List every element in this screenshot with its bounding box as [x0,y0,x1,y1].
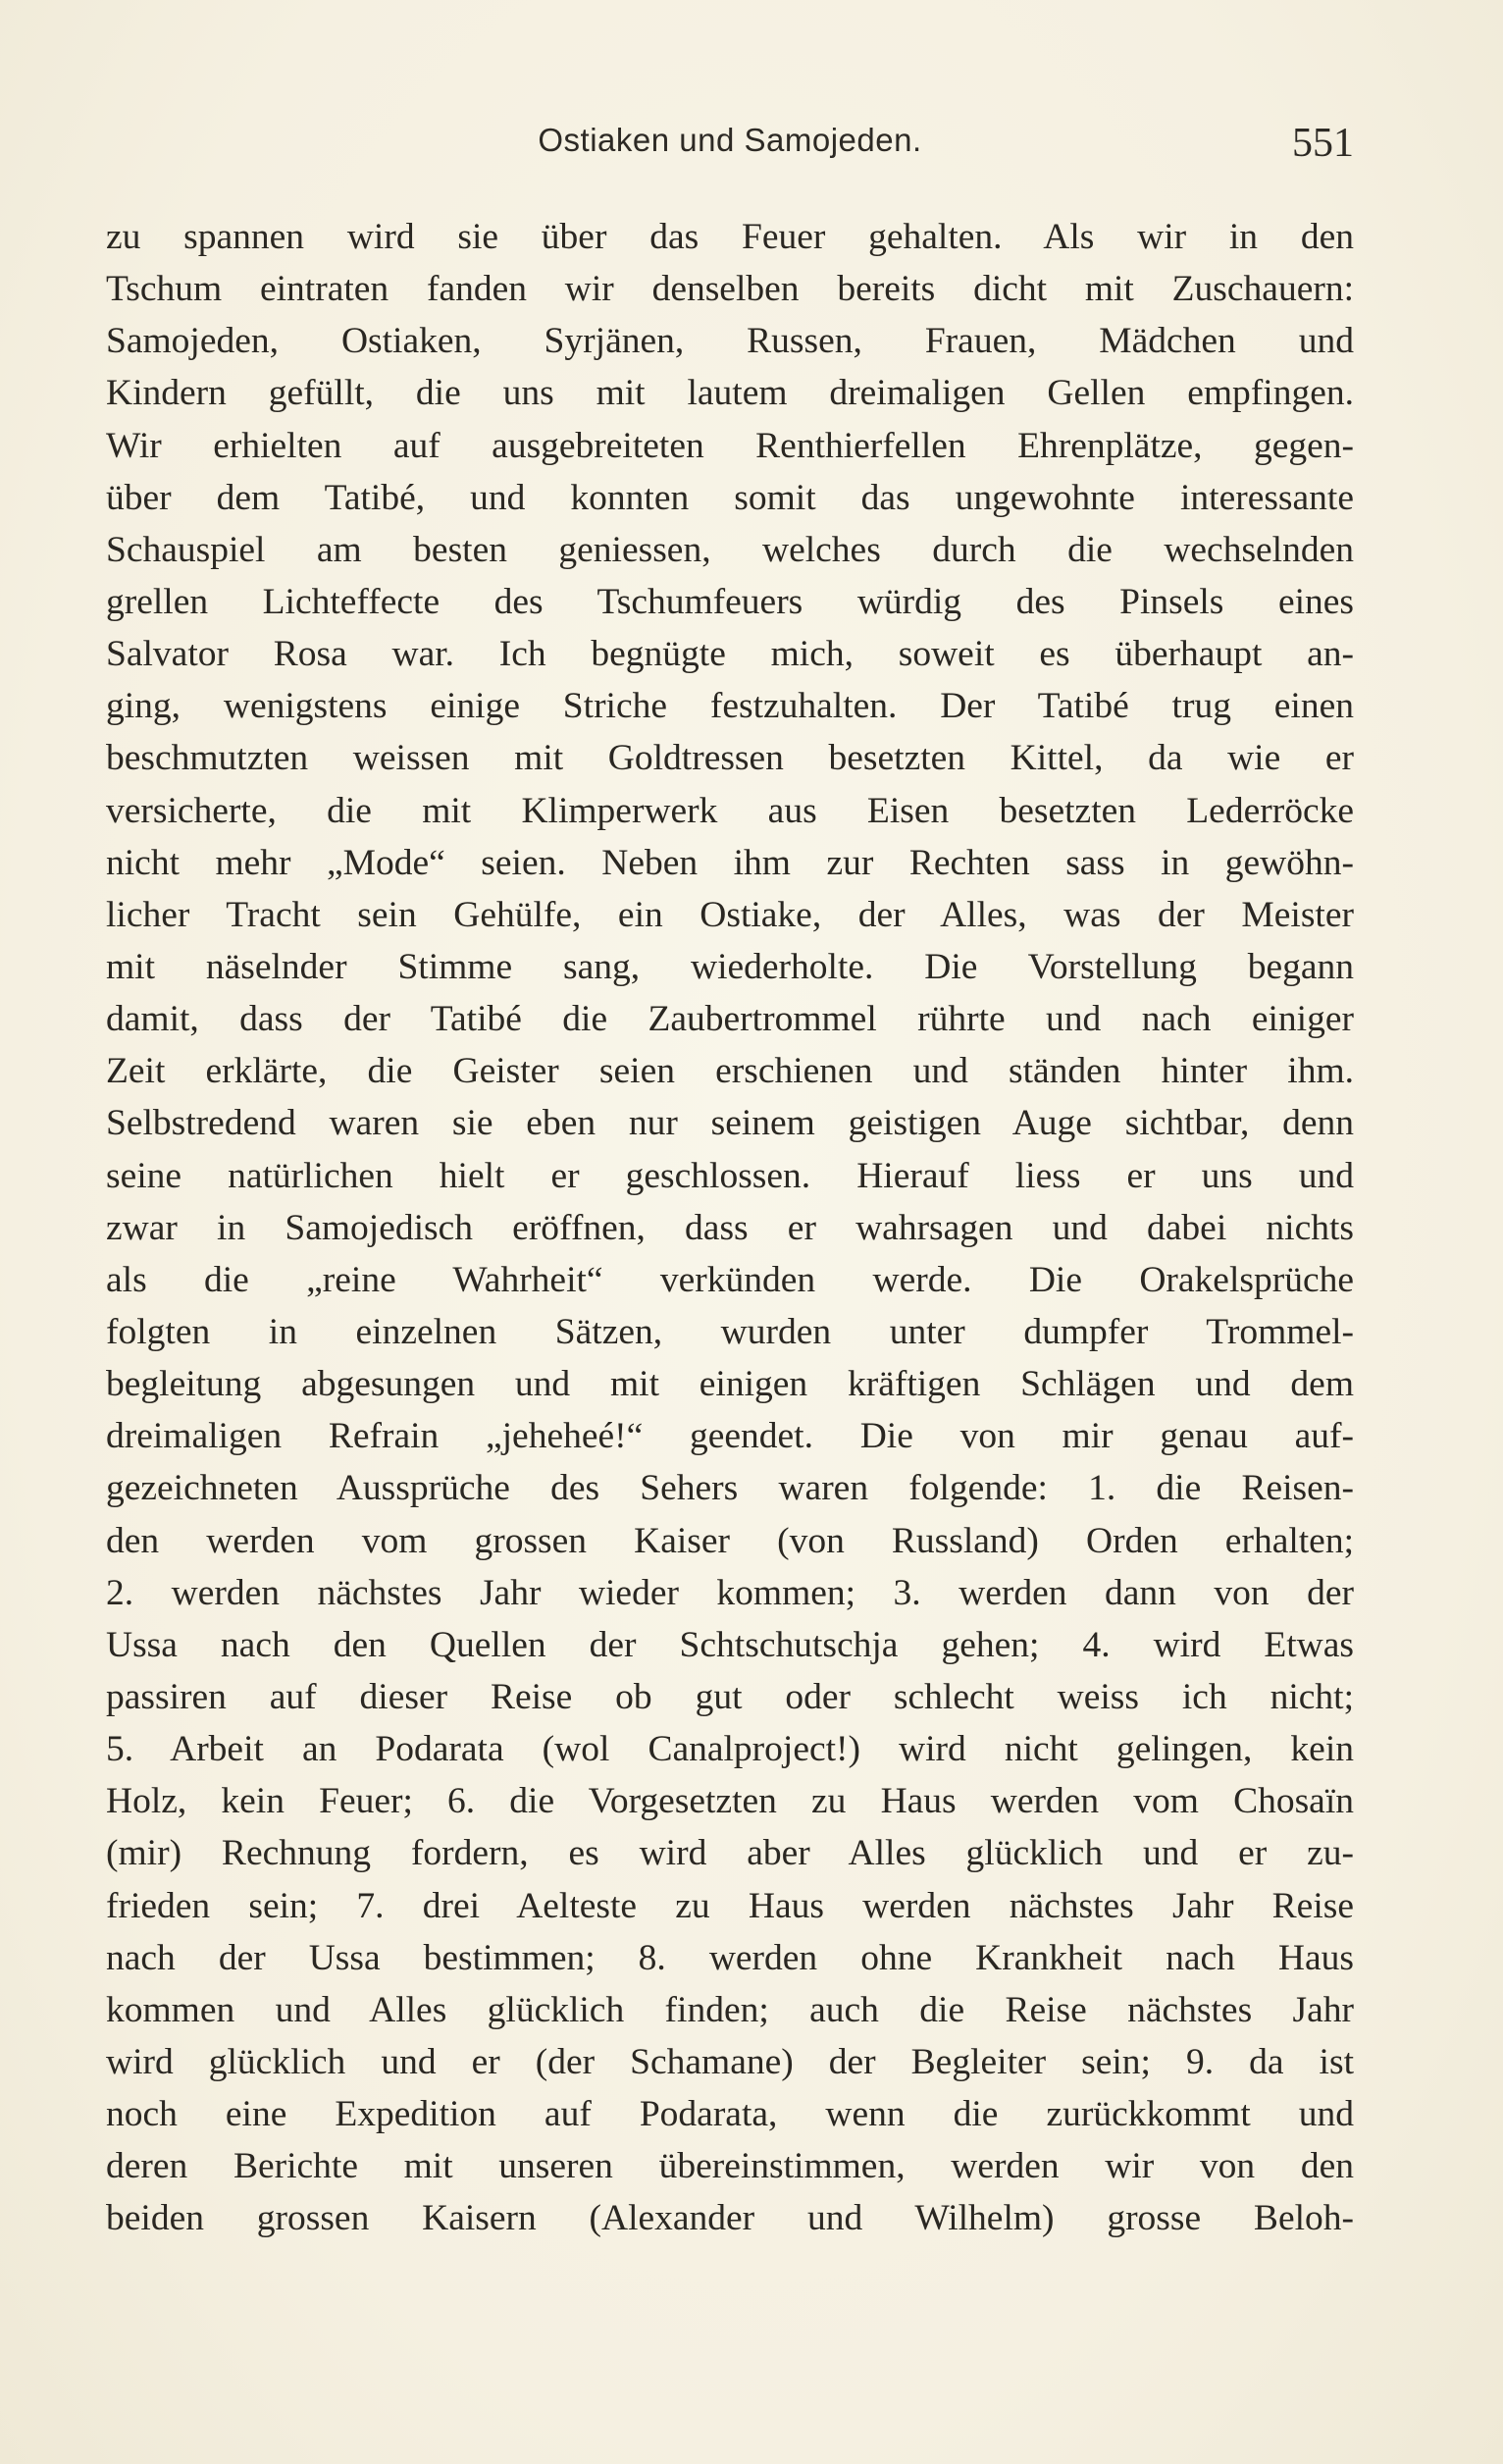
text-line: ging, wenigstens einige Striche festzuhalten. Der Tatibé trug einen [106,686,1354,727]
text-line: Selbstredend waren sie eben nur seinem geistigen Auge sichtbar, denn [106,1103,1354,1144]
text-line: mit näselnder Stimme sang, wiederholte. Die Vorstellung begann [106,946,1354,987]
text-line: als die „reine Wahrheit“ verkünden werde. Die Orakelsprüche [106,1259,1354,1300]
text-line: Salvator Rosa war. Ich begnügte mich, soweit es überhaupt an- [106,634,1354,675]
text-line: begleitung abgesungen und mit einigen kräftigen Schlägen und dem [106,1364,1354,1405]
text-line: wird glücklich und er (der Schamane) der Begleiter sein; 9. da ist [106,2041,1354,2082]
text-line: noch eine Expedition auf Podarata, wenn die zurückkommt und [106,2094,1354,2135]
text-line: dreimaligen Refrain „jeheheé!“ geendet. Die von mir genau auf- [106,1416,1354,1457]
text-line: passiren auf dieser Reise ob gut oder schlecht weiss ich nicht; [106,1676,1354,1717]
text-line: folgten in einzelnen Sätzen, wurden unter dumpfer Trommel- [106,1311,1354,1352]
text-line: versicherte, die mit Klimperwerk aus Eisen besetzten Lederröcke [106,790,1354,831]
body-text [106,211,1354,2244]
text-line: beiden grossen Kaisern (Alexander und Wilhelm) grosse Beloh- [106,2198,1354,2239]
text-line: nicht mehr „Mode“ seien. Neben ihm zur Rechten sass in gewöhn- [106,842,1354,883]
text-line: Holz, kein Feuer; 6. die Vorgesetzten zu Haus werden vom Chosaïn [106,1781,1354,1822]
text-line: deren Berichte mit unseren übereinstimmen, werden wir von den [106,2146,1354,2187]
text-line: 2. werden nächstes Jahr wieder kommen; 3. werden dann von der [106,1572,1354,1613]
page-number: 551 [1292,121,1354,166]
text-line: frieden sein; 7. drei Aelteste zu Haus werden nächstes Jahr Reise [106,1885,1354,1926]
text-line: seine natürlichen hielt er geschlossen. Hierauf liess er uns und [106,1155,1354,1196]
text-line: gezeichneten Aussprüche des Sehers waren folgende: 1. die Reisen- [106,1468,1354,1509]
text-line: 5. Arbeit an Podarata (wol Canalproject!) wird nicht gelingen, kein [106,1729,1354,1770]
text-line: den werden vom grossen Kaiser (von Russland) Orden erhalten; [106,1520,1354,1561]
text-line: damit, dass der Tatibé die Zaubertrommel rührte und nach einiger [106,999,1354,1040]
text-line: beschmutzten weissen mit Goldtressen besetzten Kittel, da wie er [106,738,1354,779]
text-line: grellen Lichteffecte des Tschumfeuers würdig des Pinsels eines [106,581,1354,622]
text-line: Kindern gefüllt, die uns mit lautem dreimaligen Gellen empfingen. [106,373,1354,414]
text-line: licher Tracht sein Gehülfe, ein Ostiake, der Alles, was der Meister [106,894,1354,935]
text-line: nach der Ussa bestimmen; 8. werden ohne Krankheit nach Haus [106,1937,1354,1978]
text-line: Wir erhielten auf ausgebreiteten Renthierfellen Ehrenplätze, gegen- [106,425,1354,466]
running-title: Ostiaken und Samojeden. [538,122,922,158]
text-line: Zeit erklärte, die Geister seien erschienen und ständen hinter ihm. [106,1051,1354,1092]
text-line: Ussa nach den Quellen der Schtschutschja gehen; 4. wird Etwas [106,1624,1354,1665]
text-line: kommen und Alles glücklich finden; auch die Reise nächstes Jahr [106,1989,1354,2030]
text-line: (mir) Rechnung fordern, es wird aber Alles glücklich und er zu- [106,1833,1354,1874]
text-line: Tschum eintraten fanden wir denselben bereits dicht mit Zuschauern: [106,269,1354,310]
text-line: Schauspiel am besten geniessen, welches durch die wechselnden [106,529,1354,570]
text-line: zu spannen wird sie über das Feuer gehalten. Als wir in den [106,217,1354,257]
text-line: Samojeden, Ostiaken, Syrjänen, Russen, Frauen, Mädchen und [106,321,1354,362]
running-head [106,116,1354,175]
text-line: über dem Tatibé, und konnten somit das ungewohnte interessante [106,477,1354,518]
text-line: zwar in Samojedisch eröffnen, dass er wahrsagen und dabei nichts [106,1207,1354,1248]
